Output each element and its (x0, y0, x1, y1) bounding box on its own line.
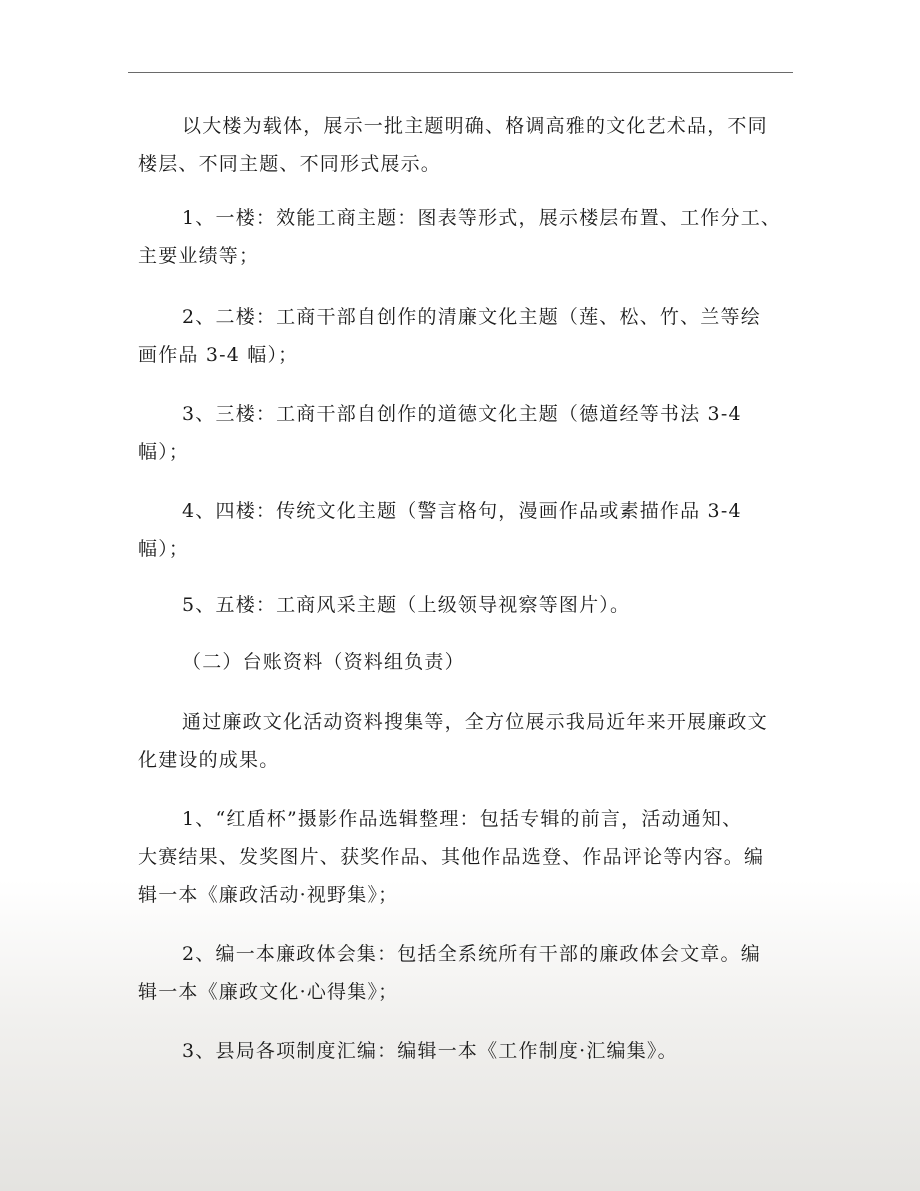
paragraph-line: 辑一本《廉政活动·视野集》； (138, 884, 399, 906)
paragraph-archive-3 (138, 1032, 808, 1070)
paragraph-line: 2、二楼：工商干部自创作的清廉文化主题（莲、松、竹、兰等绘 (182, 306, 761, 328)
paragraph-line: 1、一楼：效能工商主题：图表等形式，展示楼层布置、工作分工、 (182, 207, 782, 229)
paragraph-line: 通过廉政文化活动资料搜集等，全方位展示我局近年来开展廉政文 (182, 711, 768, 733)
paragraph-line: 1、“红盾杯”摄影作品选辑整理：包括专辑的前言，活动通知、 (182, 808, 743, 830)
paragraph-line: 大赛结果、发奖图片、获奖作品、其他作品选登、作品评论等内容。编 (138, 846, 765, 868)
paragraph-line: 4、四楼：传统文化主题（警言格句，漫画作品或素描作品 3-4 (182, 500, 742, 522)
section-heading (138, 643, 808, 681)
section-heading-text: （二）台账资料（资料组负责） (182, 651, 465, 673)
paragraph-floor-5 (138, 586, 808, 624)
paragraph-archive-2 (138, 935, 808, 1011)
paragraph-floor-3 (138, 395, 808, 471)
paragraph-line: 楼层、不同主题、不同形式展示。 (138, 153, 442, 175)
paragraph-line: 化建设的成果。 (138, 749, 280, 771)
paragraph-line: 幅）； (138, 441, 190, 463)
paragraph-floor-1 (138, 199, 808, 275)
paragraph-line: 以大楼为载体，展示一批主题明确、格调高雅的文化艺术品，不同 (182, 115, 768, 137)
paragraph-line: 3、县局各项制度汇编：编辑一本《工作制度·汇编集》。 (182, 1040, 678, 1062)
paragraph-line: 2、编一本廉政体会集：包括全系统所有干部的廉政体会文章。编 (182, 943, 761, 965)
paragraph-floor-2 (138, 298, 808, 374)
header-divider (128, 72, 793, 73)
paragraph-line: 画作品 3-4 幅）； (138, 344, 299, 366)
paragraph-line: 5、五楼：工商风采主题（上级领导视察等图片）。 (182, 594, 631, 616)
paragraph-line: 3、三楼：工商干部自创作的道德文化主题（德道经等书法 3-4 (182, 403, 742, 425)
paragraph-floor-4 (138, 492, 808, 568)
paragraph-line: 幅）； (138, 538, 190, 560)
paragraph-archive-intro (138, 703, 808, 779)
paragraph-archive-1 (138, 800, 808, 914)
paragraph-intro (138, 107, 808, 183)
paragraph-line: 主要业绩等； (138, 245, 260, 267)
paragraph-line: 辑一本《廉政文化·心得集》； (138, 981, 399, 1003)
